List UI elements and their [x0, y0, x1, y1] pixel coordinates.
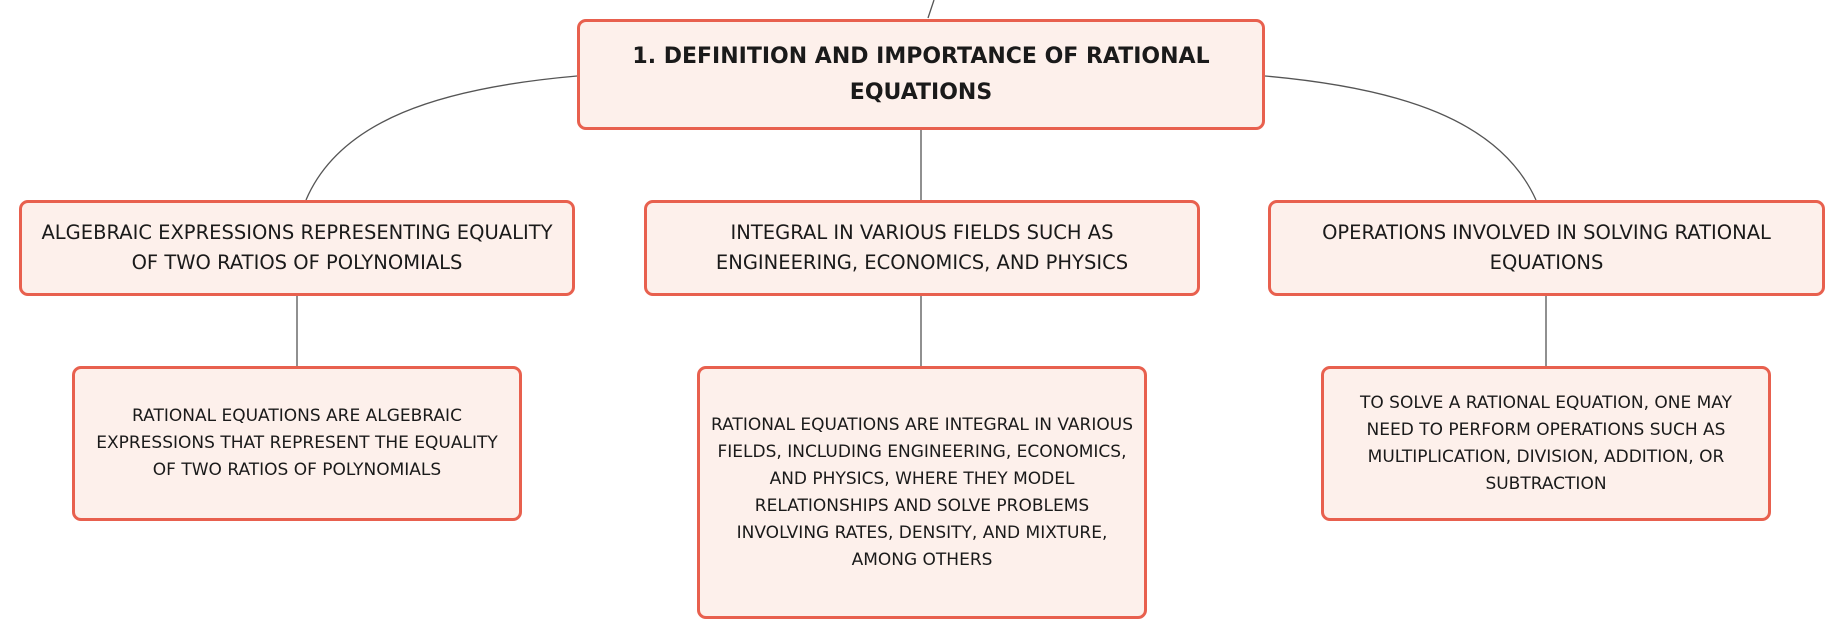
detail-node-algebraic-expressions[interactable]: [72, 366, 522, 521]
root-node[interactable]: [577, 19, 1265, 130]
connector-root-topic-a: [306, 76, 577, 200]
connector-root-topic-c: [1265, 76, 1536, 200]
connector-incoming-root: [928, 0, 934, 18]
topic-node-label: ALGEBRAIC EXPRESSIONS REPRESENTING EQUALITY OF TWO RATIOS OF POLYNOMIALS: [41, 221, 553, 274]
detail-node-text: TO SOLVE A RATIONAL EQUATION, ONE MAY NEED TO PERFORM OPERATIONS SUCH AS MULTIPLICATION, DIVISION, ADDITION, OR SUBTRACTION: [1360, 392, 1732, 494]
topic-node-operations[interactable]: [1268, 200, 1825, 296]
root-node-label: 1. DEFINITION AND IMPORTANCE OF RATIONAL EQUATIONS: [632, 43, 1210, 105]
detail-node-integral-fields[interactable]: [697, 366, 1147, 619]
topic-node-algebraic-expressions[interactable]: [19, 200, 575, 296]
detail-node-text: RATIONAL EQUATIONS ARE INTEGRAL IN VARIOUS FIELDS, INCLUDING ENGINEERING, ECONOMICS, AND PHYSICS, WHERE THEY MODEL RELATIONSHIPS AND SOLVE PROBLEMS INVOLVING RATES, DENSITY, AND MIXTURE, AMONG OTHERS: [711, 414, 1133, 570]
detail-node-text: RATIONAL EQUATIONS ARE ALGEBRAIC EXPRESSIONS THAT REPRESENT THE EQUALITY OF TWO RATIOS OF POLYNOMIALS: [96, 406, 498, 480]
topic-node-label: INTEGRAL IN VARIOUS FIELDS SUCH AS ENGINEERING, ECONOMICS, AND PHYSICS: [715, 221, 1129, 274]
topic-node-label: OPERATIONS INVOLVED IN SOLVING RATIONAL EQUATIONS: [1322, 221, 1771, 274]
topic-node-integral-fields[interactable]: [644, 200, 1200, 296]
detail-node-operations[interactable]: [1321, 366, 1771, 521]
